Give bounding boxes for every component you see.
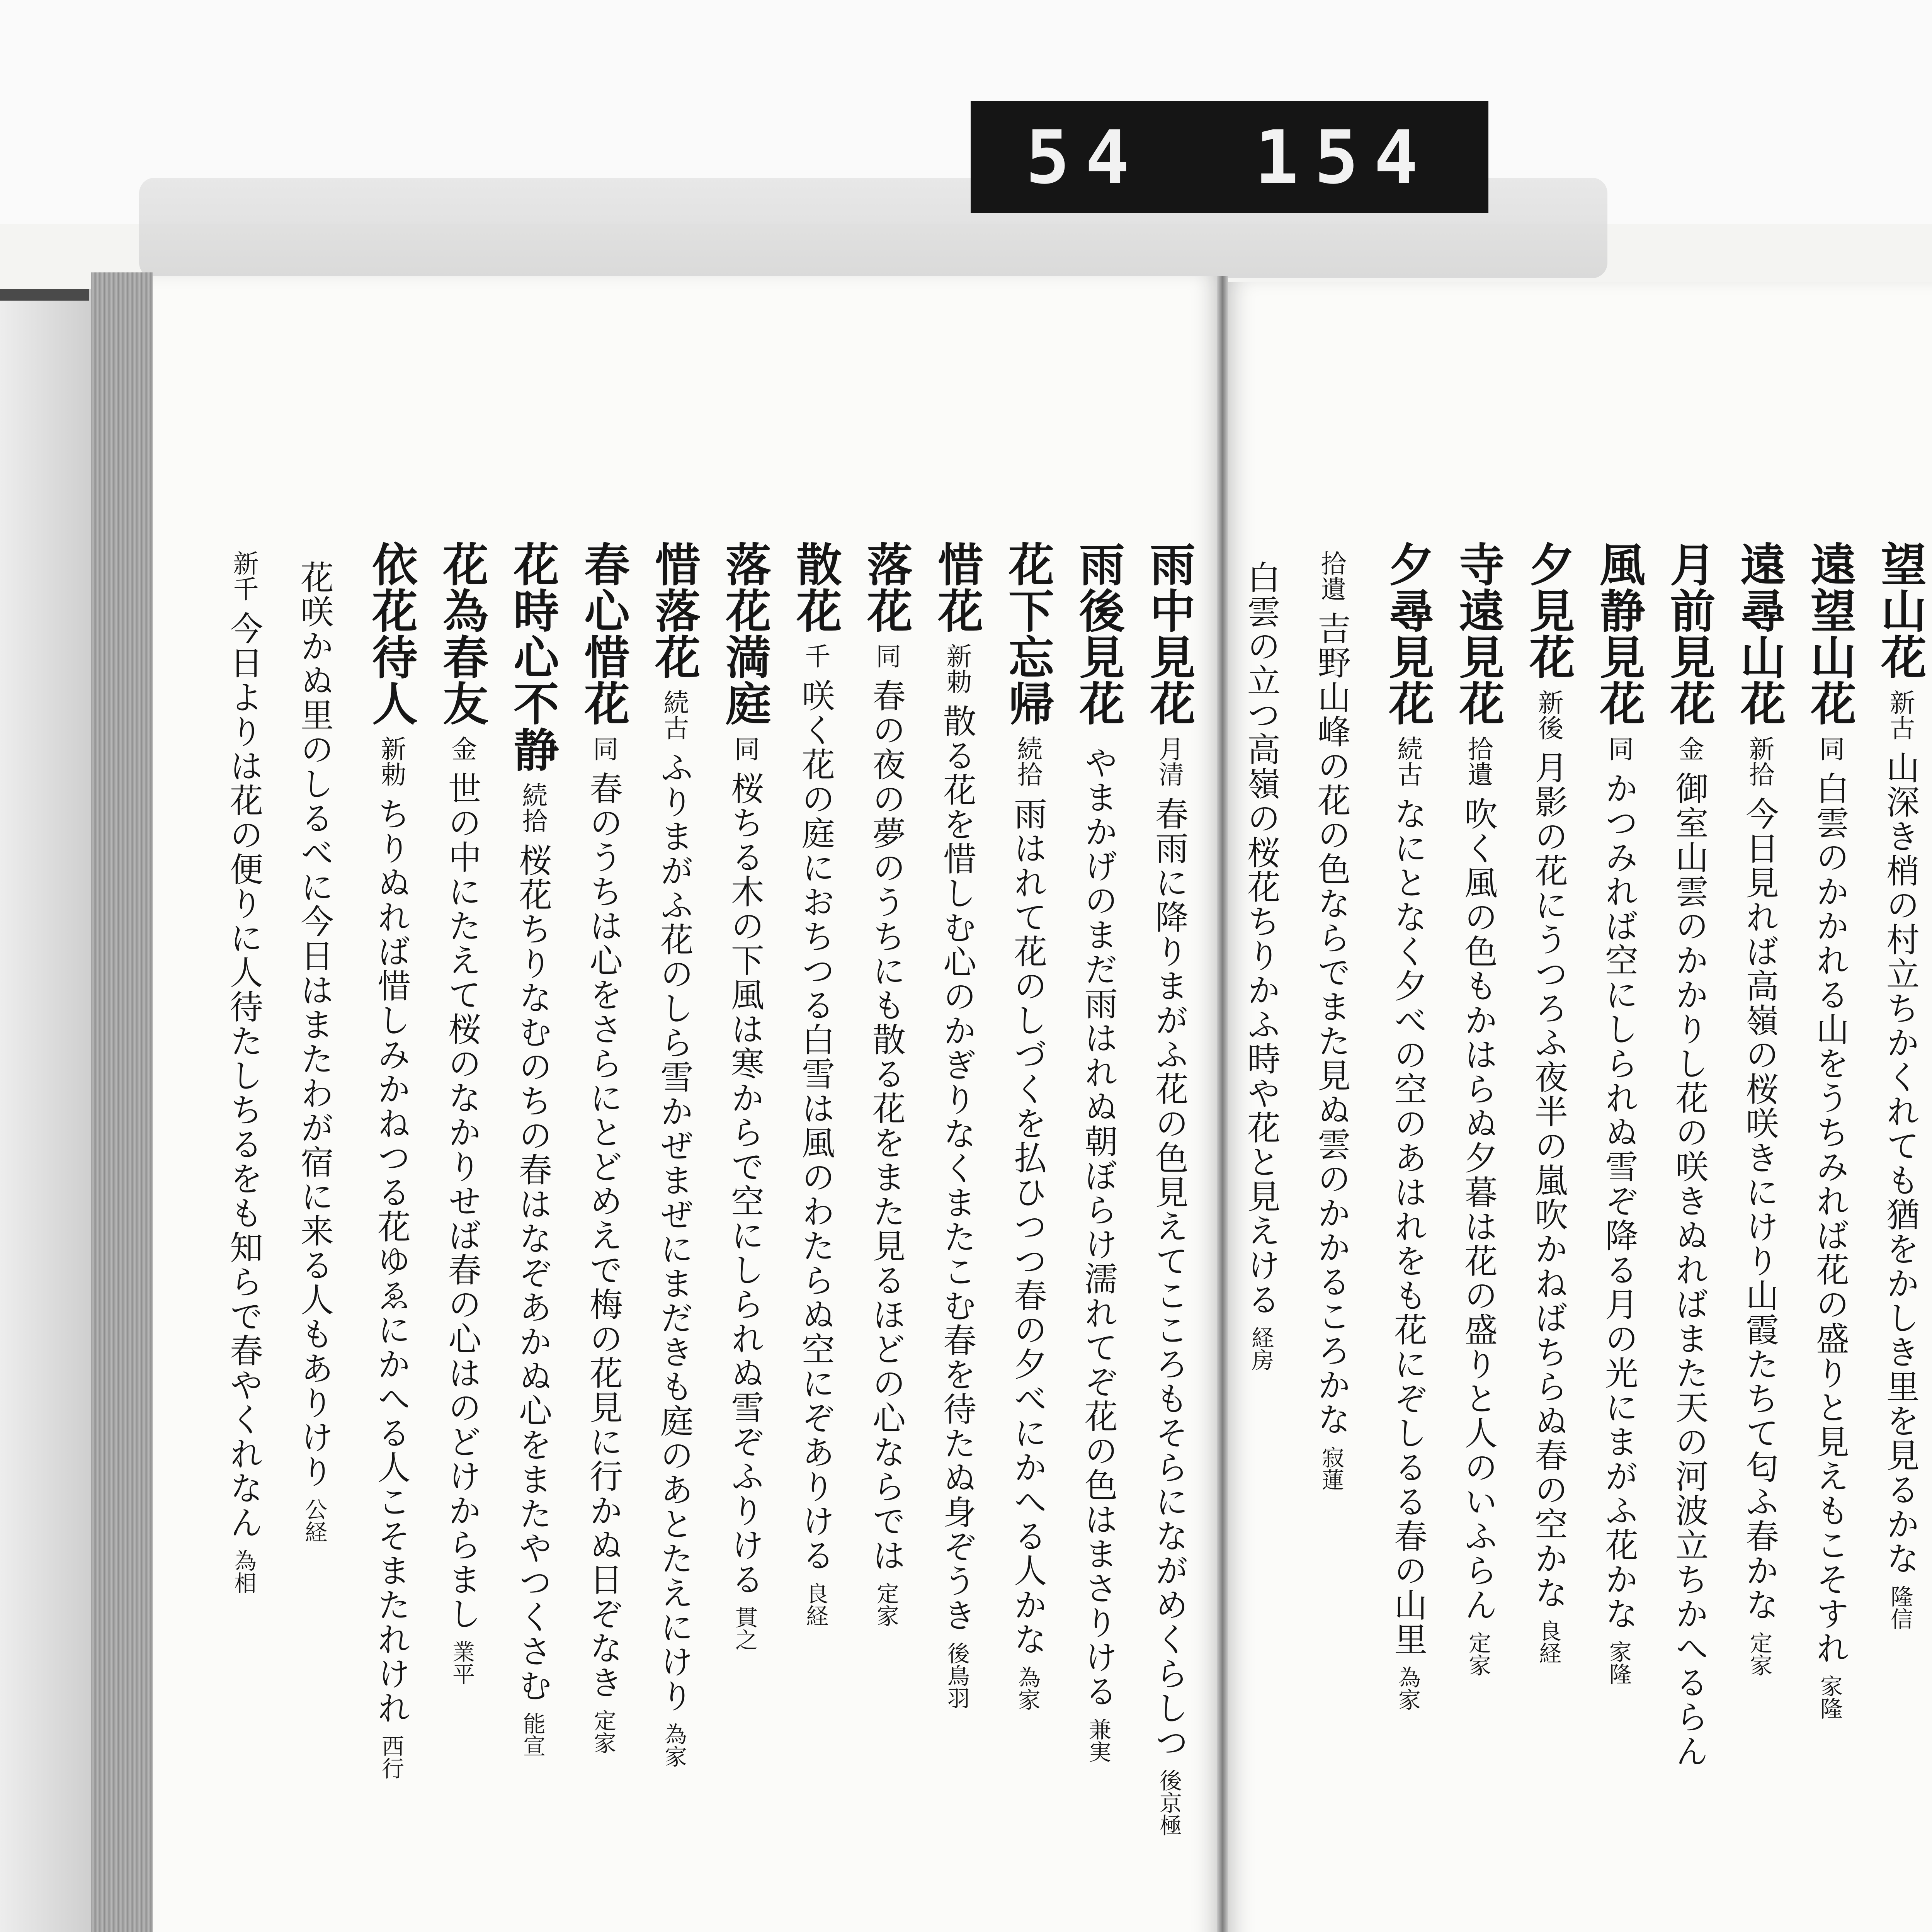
poem-title: 散花	[789, 541, 842, 634]
anthology-source: 千	[801, 643, 830, 668]
poem-column	[1136, 541, 1202, 1836]
poem-column	[782, 541, 848, 1627]
poet-name: 定家	[1465, 1631, 1491, 1676]
poet-name: 能宣	[519, 1712, 546, 1757]
poet-name: 経房	[1248, 1326, 1274, 1371]
poet-name: 隆信	[1887, 1585, 1913, 1630]
poet-name: 定家	[1746, 1631, 1772, 1676]
poet-name: 良経	[1535, 1619, 1561, 1664]
poet-name: 後京極	[1156, 1769, 1182, 1836]
poem-title: 花為春友	[435, 541, 489, 726]
poem-text: 山深き梢の村立ちかくれても猶をかしき里を見るかな	[1881, 750, 1919, 1576]
anthology-source: 金	[1674, 736, 1704, 761]
poem-column	[853, 541, 919, 1627]
anthology-source: 同	[1604, 736, 1634, 761]
poem-text: 桜花ちりなむのちの春はなぞあかぬ心をまたやつくさむ	[513, 843, 552, 1703]
poem-title: 夕尋見花	[1381, 541, 1435, 726]
poem-text: 咲く花の庭におちつる白雪は風のわたらぬ空にぞありける	[796, 679, 835, 1573]
poem-column	[1445, 541, 1511, 1676]
anthology-source: 同	[730, 736, 760, 761]
poem-text: 吹く風の色もかはらぬ夕暮は花の盛りと人のいふらん	[1459, 797, 1497, 1622]
anthology-source: 新勅	[376, 736, 406, 787]
poet-name: 為家	[661, 1723, 687, 1767]
poem-title: 寺遠見花	[1451, 541, 1505, 726]
poem-title: 望山花	[1873, 541, 1927, 680]
poem-text: 春雨に降りまがふ花の色見えてこころもそらにながめくらしつ	[1150, 797, 1188, 1760]
poem-text: やまかげのまだ雨はれぬ朝ぼらけ濡れてぞ花の色はまさりける	[1079, 746, 1117, 1709]
anthology-source: 新勅	[942, 643, 972, 694]
poem-text: 今日よりは花の便りに人待たしちるをも知らで春やくれなん	[224, 611, 263, 1540]
anthology-source: 金	[447, 736, 477, 761]
anthology-source: 続古	[1393, 736, 1423, 787]
poem-title: 春心惜花	[577, 541, 630, 726]
poem-title: 惜落花	[647, 541, 701, 680]
poem-column	[1304, 541, 1358, 1491]
poem-text: 御室山雲のかかりし花の咲きぬればまた天の河波立ちかへるらん	[1670, 771, 1708, 1769]
poem-text: 桜ちる木の下風は寒からで空にしられぬ雪ぞふりける	[725, 771, 764, 1597]
label-plate	[971, 101, 1488, 213]
poem-column	[1656, 541, 1722, 1778]
poem-title: 花下忘帰	[1001, 541, 1054, 726]
poem-column	[1726, 541, 1792, 1676]
label-left-number: 54	[1026, 114, 1145, 200]
poem-text: かつみれば空にしられぬ雪ぞ降る月の光にまがふ花かな	[1599, 771, 1638, 1631]
poem-column	[995, 541, 1060, 1711]
poet-name: 兼実	[1085, 1718, 1111, 1763]
poem-title: 惜花	[930, 541, 984, 634]
poem-column	[1515, 541, 1581, 1664]
poem-column	[712, 541, 777, 1651]
poem-text: 世の中にたえて桜のなかりせば春の心はのどけからまし	[442, 771, 481, 1631]
poem-title: 落花	[859, 541, 913, 634]
poet-name: 為家	[1395, 1666, 1421, 1711]
poem-text: 吉野山峰の花の色ならでまた見ぬ雲のかかるころかな	[1312, 611, 1350, 1437]
poem-title: 月前見花	[1662, 541, 1716, 726]
poet-name: 為家	[1014, 1666, 1041, 1711]
anthology-source: 同	[588, 736, 618, 761]
anthology-source: 新古	[1885, 689, 1915, 740]
poem-text: 春の夜の夢のうちにも散る花をまた見るほどの心ならでは	[867, 679, 905, 1573]
anthology-source: 続拾	[518, 782, 548, 833]
poem-text: 散る花を惜しむ心のかぎりなくまたこむ春を待たぬ身ぞうき	[937, 704, 976, 1633]
poem-title: 遠望山花	[1803, 541, 1857, 726]
poem-text: 花咲かぬ里のしるべに今日はまたわが宿に来る人もありけり	[295, 560, 333, 1489]
anthology-source: 新後	[1534, 689, 1563, 740]
label-right-number: 154	[1254, 114, 1434, 200]
poet-name: 定家	[873, 1582, 899, 1627]
poem-title: 夕見花	[1522, 541, 1575, 680]
anthology-source: 拾遺	[1316, 550, 1346, 601]
poem-column	[570, 541, 636, 1754]
poem-title: 雨後見花	[1071, 541, 1125, 726]
poem-column	[641, 541, 707, 1767]
poem-text: 今日見れば高嶺の桜咲きにけり山霞たちて匂ふ春かな	[1740, 797, 1779, 1622]
book-cover-bar	[0, 289, 89, 301]
poet-name: 良経	[802, 1582, 828, 1627]
anthology-source: 続古	[659, 689, 689, 740]
poem-column	[1065, 541, 1131, 1763]
anthology-source: 同	[1815, 736, 1845, 761]
poem-column	[500, 541, 565, 1757]
poet-name: 公経	[301, 1498, 327, 1543]
poet-name: 家隆	[1605, 1640, 1632, 1685]
poem-title: 風静見花	[1592, 541, 1646, 726]
poem-title: 花時心不静	[506, 541, 560, 773]
poem-title: 遠尋山花	[1733, 541, 1786, 726]
poet-name: 貫之	[731, 1606, 758, 1651]
poem-title: 雨中見花	[1142, 541, 1196, 726]
poem-text: 白雲の立つ高嶺の桜花ちりかふ時や花と見えける	[1242, 560, 1280, 1317]
poem-text: ふりまがふ花のしら雪かぜまぜにまだきも庭のあとたえにけり	[655, 750, 693, 1713]
poem-column	[429, 541, 495, 1685]
poem-column	[924, 541, 990, 1709]
poem-column	[1586, 541, 1651, 1685]
anthology-source: 同	[871, 643, 901, 668]
poet-name: 家隆	[1816, 1675, 1843, 1719]
poem-column	[358, 541, 424, 1779]
poem-text: ちりぬれば惜しみかねつる花ゆゑにかへる人こそまたれけれ	[372, 797, 410, 1725]
poem-title: 依花待人	[364, 541, 418, 726]
poet-name: 為相	[230, 1549, 257, 1594]
anthology-source: 拾遺	[1463, 736, 1493, 787]
poet-name: 業平	[449, 1640, 475, 1685]
poem-column	[287, 541, 341, 1543]
anthology-source: 新千	[229, 550, 259, 601]
poem-text: 雨はれて花のしづくを払ひつつ春の夕べにかへる人かな	[1008, 797, 1047, 1656]
poet-name: 西行	[378, 1735, 404, 1779]
poem-text: 白雲のかかれる山をうちみれば花の盛りと見えもこそすれ	[1810, 771, 1849, 1665]
poem-column	[1867, 541, 1932, 1630]
poem-column	[217, 541, 270, 1594]
poem-text: なにとなく夕べの空のあはれをも花にぞしるる春の山里	[1388, 797, 1427, 1656]
anthology-source: 続拾	[1013, 736, 1043, 787]
anthology-source: 新拾	[1745, 736, 1774, 787]
poem-title: 落花満庭	[718, 541, 772, 726]
poem-column	[1375, 541, 1440, 1711]
book-gutter	[1217, 276, 1228, 1932]
poet-name: 寂蓮	[1318, 1446, 1344, 1491]
poem-text: 月影の花にうつろふ夜半の嵐吹かねばちらぬ春の空かな	[1529, 750, 1568, 1610]
page-edges-left	[91, 272, 153, 1932]
poem-text: 春のうちは心をさらにとどめえで梅の花見に行かぬ日ぞなき	[584, 771, 622, 1700]
poem-column	[1234, 541, 1288, 1371]
anthology-source: 月清	[1154, 736, 1184, 787]
poet-name: 定家	[590, 1709, 616, 1754]
poet-name: 後鳥羽	[944, 1642, 970, 1709]
poem-column	[1797, 541, 1862, 1719]
